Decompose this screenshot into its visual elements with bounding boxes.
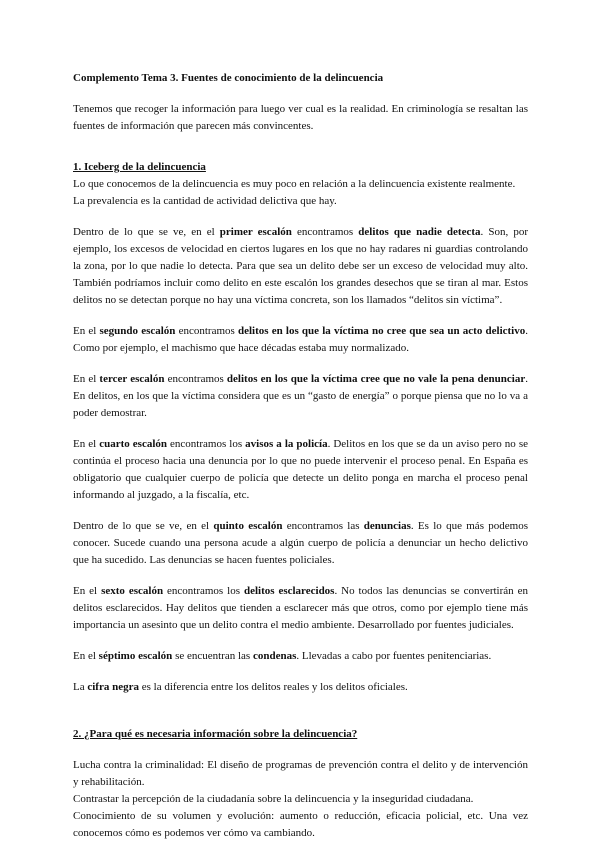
section-1-heading: 1. Iceberg de la delincuencia — [73, 161, 206, 173]
section-2-heading: 2. ¿Para qué es necesaria información sobre la delincuencia? — [73, 728, 358, 740]
cifra-negra-paragraph — [73, 679, 528, 696]
step-4-paragraph — [73, 436, 528, 504]
step-3-text-e: . En delitos, en los que la víctima considera que es un “gasto de energía” o porque piensa que no lo va a poder demostrar. — [73, 373, 528, 419]
step-1-label: primer escalón — [219, 226, 292, 238]
step-5-label: quinto escalón — [213, 520, 283, 532]
step-2-text-c: encontramos — [175, 325, 238, 337]
step-7-text-e: . Llevadas a cabo por fuentes penitenciarias. — [296, 650, 492, 662]
step-6-label: sexto escalón — [101, 585, 164, 597]
step-2-text-a: En el — [73, 325, 100, 337]
step-7-term: condenas — [252, 650, 297, 662]
step-5-text-a: Dentro de lo que se ve, en el — [73, 520, 214, 532]
step-6-text-e: . No todos las denuncias se convertirán en delitos esclarecidos. Hay delitos que tienden a esclarecer más que otros, como por ejemplo tiene más importancia un asesinto que un delito contra el medio ambiente. Desarrollado por fuentes judiciales. — [73, 585, 528, 631]
step-5-term: denuncias — [363, 520, 411, 532]
step-1-paragraph — [73, 224, 528, 309]
step-2-paragraph — [73, 323, 528, 357]
step-4-text-e: . Delitos en los que se da un aviso pero no se continúa el proceso hacia una denuncia por lo que no puede intervenir el proceso penal. En España es obligatorio que cualquier cuerpo de policía que detecte un delito ponga en marcha el proceso penal informando al juzgado, a la fiscalía, etc. — [73, 438, 528, 501]
step-3-text-a: En el — [73, 373, 100, 385]
step-6-paragraph — [73, 583, 528, 634]
cifra-negra-term: cifra negra — [87, 681, 139, 693]
step-6-text-a: En el — [73, 585, 102, 597]
section-1-paragraph-2: La prevalencia es la cantidad de actividad delictiva que hay. — [73, 195, 337, 207]
step-3-paragraph — [73, 371, 528, 422]
section-1-paragraph-1: Lo que conocemos de la delincuencia es muy poco en relación a la delincuencia existente realmente. — [73, 178, 516, 190]
step-5-text-e: . Es lo que más podemos conocer. Sucede cuando una persona acude a algún cuerpo de policía a denunciar un hecho delictivo que ha sucedido. Las denuncias se hacen fuentes policiales. — [73, 520, 528, 566]
cifra-text-c: es la diferencia entre los delitos reales y los delitos oficiales. — [138, 681, 408, 693]
step-6-text-c: encontramos los — [163, 585, 244, 597]
step-7-text-a: En el — [73, 650, 99, 662]
step-3-text-c: encontramos — [164, 373, 227, 385]
step-4-text-c: encontramos los — [167, 438, 246, 450]
intro-paragraph: Tenemos que recoger la información para luego ver cual es la realidad. En criminología se resaltan las fuentes de información que parecen más convincentes. — [73, 103, 528, 132]
step-2-term: delitos en los que la víctima no cree que sea un acto delictivo — [238, 325, 526, 337]
step-7-paragraph — [73, 648, 528, 665]
section-2-item-1: Lucha contra la criminalidad: El diseño de programas de prevención contra el delito y de intervención y rehabilitación. — [73, 759, 528, 788]
step-4-text-a: En el — [73, 438, 100, 450]
step-1-text-e: . Son, por ejemplo, los excesos de velocidad en ciertos lugares en los que no hay radares ni guardias controlando la zona, por lo que nadie lo detecta. Para que sea un delito debe ser un exceso de velocidad muy alto. También podríamos incluir como delito en este escalón los grandes desechos que se tiran al mar. Estos delitos no se detectan porque no hay una víctima concreta, son los llamados “delitos sin víctima”. — [73, 226, 528, 306]
step-5-text-c: encontramos las — [282, 520, 364, 532]
step-3-label: tercer escalón — [99, 373, 165, 385]
document-title: Complemento Tema 3. Fuentes de conocimiento de la delincuencia — [73, 72, 384, 84]
step-2-text-e: . Como por ejemplo, el machismo que hace décadas estaba muy normalizado. — [73, 325, 528, 354]
cifra-text-a: La — [73, 681, 88, 693]
step-7-label: séptimo escalón — [98, 650, 173, 662]
step-1-term: delitos que nadie detecta — [358, 226, 481, 238]
step-1-text-c: encontramos — [291, 226, 359, 238]
section-2-item-3: Conocimiento de su volumen y evolución: aumento o reducción, eficacia policial, etc. Una vez conocemos cómo es podemos ver cómo va cambiando. — [73, 810, 528, 839]
step-4-term: avisos a la policía — [245, 438, 328, 450]
step-7-text-c: se encuentran las — [172, 650, 253, 662]
step-3-term: delitos en los que la víctima cree que no vale la pena denunciar — [226, 373, 526, 385]
step-2-label: segundo escalón — [99, 325, 176, 337]
step-6-term: delitos esclarecidos — [243, 585, 335, 597]
step-1-text-a: Dentro de lo que se ve, en el — [73, 226, 220, 238]
step-5-paragraph — [73, 518, 528, 569]
step-4-label: cuarto escalón — [99, 438, 168, 450]
section-2-item-2: Contrastar la percepción de la ciudadanía sobre la delincuencia y la inseguridad ciudadana. — [73, 793, 474, 805]
